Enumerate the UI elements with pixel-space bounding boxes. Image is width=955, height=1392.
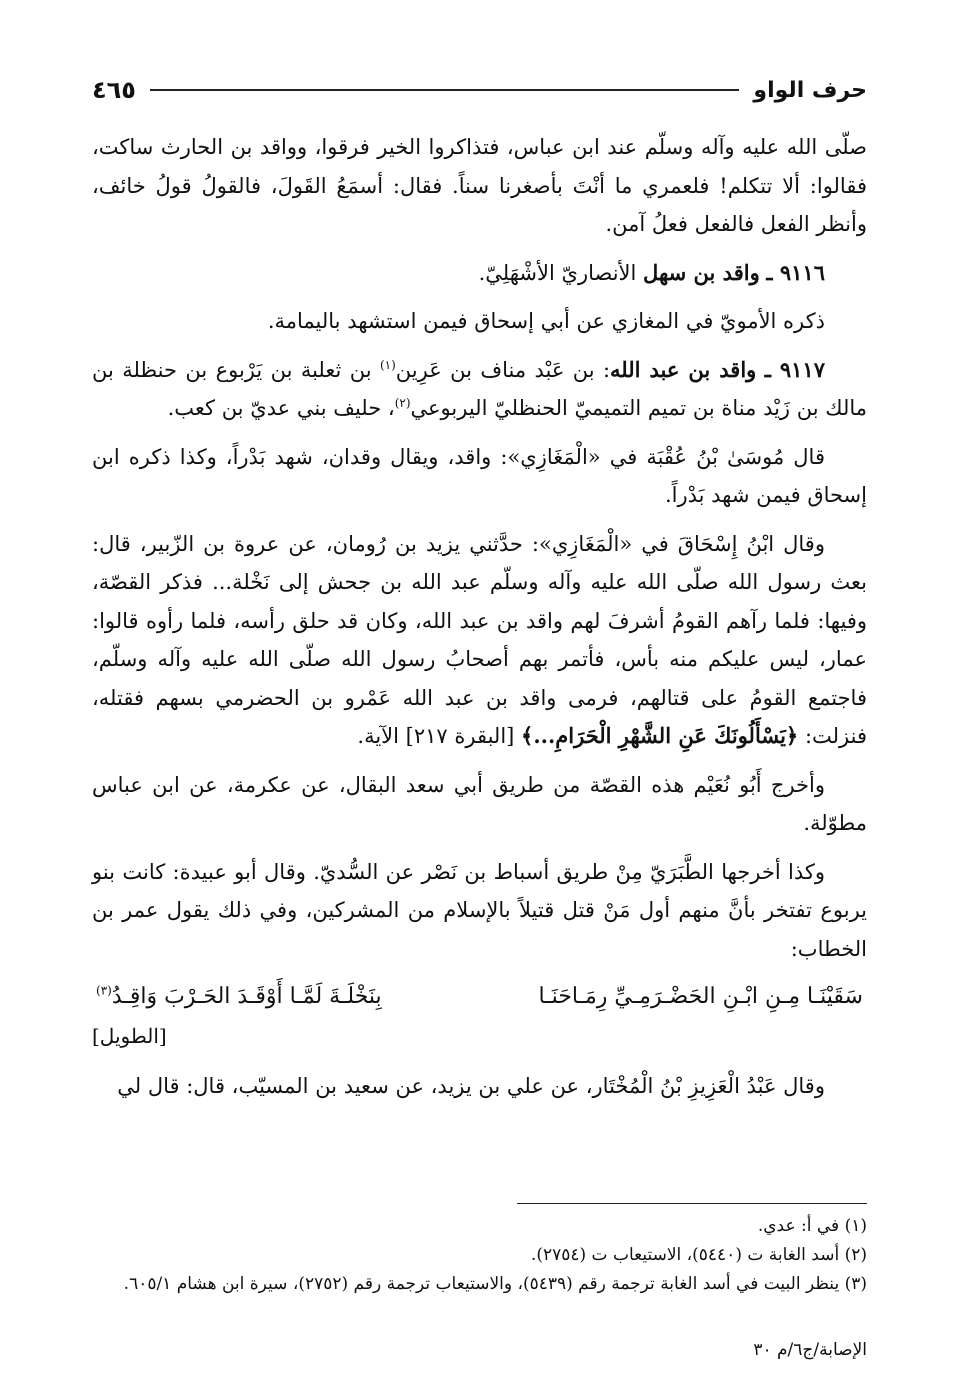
paragraph: وكذا أخرجها الطَّبَرَيّ مِنْ طريق أسباط بن نَصْر عن السُّديّ. وقال أبو عبيدة: كانت بنو يربوع تفتخر بأنَّ منهم أول مَنْ قتل قتيلاً بالإسلام من المشركين، وفي ذلك يقول عمر بن الخطاب:: [92, 859, 867, 961]
paragraph: قال مُوسَىٰ بْنُ عُقْبَة في «الْمَغَازِي»: واقد، ويقال وقدان، شهد بَدْراً، وكذا ذكره ابن إسحاق فيمن شهد بَدْراً.: [92, 444, 867, 507]
poem-verse: [92, 978, 867, 1017]
footnote-ref: (١): [379, 357, 396, 372]
chapter-title: حرف الواو: [753, 77, 867, 103]
poem-meter: [الطويل]: [92, 1023, 167, 1048]
entry-9117: [92, 351, 867, 428]
entry-number: ٩١١٧ ـ: [764, 356, 825, 382]
footnote-ref: (٣): [96, 983, 112, 998]
entry-lineage: الأنصاريّ الأشْهَلِيّ.: [478, 260, 637, 285]
footnote: (١) في أ: عدي.: [757, 1216, 867, 1236]
footnote: (٢) أسد الغابة ت (٥٤٤٠)، الاستيعاب ت (٢٧٥٤).: [530, 1245, 867, 1265]
footnote-divider: [517, 1203, 867, 1204]
paragraph: ذكره الأمويّ في المغازي عن أبي إسحاق فيمن استشهد باليمامة.: [267, 309, 825, 333]
paragraph-ibn-ishaq: [92, 525, 867, 756]
verse-reference: [البقرة ٢١٧] الآية.: [357, 724, 522, 748]
entry-9116: [92, 254, 867, 293]
running-header: [92, 70, 867, 110]
footnotes: [92, 1212, 867, 1299]
entry-lineage-end: ، حليف بني عديّ بن كعب.: [167, 396, 395, 420]
footnote-ref: (٢): [394, 396, 411, 410]
page-number: ٤٦٥: [92, 76, 136, 104]
paragraph-continuation: صلّى الله عليه وآله وسلّم عند ابن عباس، فتذاكروا الخير فرقوا، وواقد بن الحارث ساكت، فقالوا: ألا تتكلم! فلعمري ما أنْتَ بأصغرنا سناً. فقال: أسمَعُ القَولَ، فالقولُ قولُ خائف، وأنظر الفعل فالفعل فعلُ آمن.: [92, 135, 867, 236]
paragraph: وأخرج أَبُو نُعَيْم هذه القصّة من طريق أبي سعد البقال، عن عكرمة، عن ابن عباس مطوّلة.: [92, 772, 867, 835]
entry-name: واقد بن عبد الله: [610, 356, 757, 382]
paragraph: وقال عَبْدُ الْعَزِيزِ بْنُ الْمُخْتَار، عن علي بن يزيد، عن سعيد بن المسيّب، قال: قال لي: [117, 1074, 825, 1098]
quran-verse: ﴿يَسْأَلُونَكَ عَنِ الشَّهْرِ الْحَرَامِ...﴾: [521, 723, 799, 748]
paragraph-text: وقال ابْنُ إِسْحَاقَ في «الْمَغَازِي»: حدَّثني يزيد بن رُومان، عن عروة بن الزّبير، قال: بعث رسول الله صلّى الله عليه وآله وسلّم عبد الله بن جحش إلى نَخْلة... فذكر القصّة، وفيها: فلما رآهم القومُ أشرفَ لهم واقد بن عبد الله، وكان قد حلق رأسه، فلما رأوه قالوا: عمار، ليس عليكم منه بأس، فأتمر بهم أصحابُ رسول الله صلّى الله عليه وآله وسلّم، فاجتمع القومُ على قتالهم، فرمى واقد بن عبد الله عَمْرو بن الحضرمي بسهم فقتله، فنزلت:: [92, 531, 867, 748]
entry-name: واقد بن سهل: [643, 259, 760, 285]
signature-mark: الإصابة/ج٦/م ٣٠: [753, 1340, 867, 1360]
footnote: (٣) ينظر البيت في أسد الغابة ترجمة رقم (٥٤٣٩)، والاستيعاب ترجمة رقم (٢٧٥٢)، سيرة ابن هشام ٦٠٥/١.: [123, 1274, 867, 1294]
entry-lineage-cont: بن ثعلبة بن يَرْبوع بن حنظلة بن مالك بن زَيْد مناة بن تميم التميميّ الحنظليّ اليربوعي: [92, 357, 867, 420]
entry-number: ٩١١٦ ـ: [766, 259, 825, 285]
main-text: [92, 128, 867, 1116]
poem-first-hemistich: سَقَيْنَـا مِـنِ ابْـنِ الحَضْـرَمِـيِّ رِمَـاحَنَـا: [538, 984, 863, 1009]
poem-second-text: بِنَخْلَـةَ لَمَّـا أَوْقَـدَ الحَـرْبَ وَاقِـدُ: [111, 984, 382, 1009]
header-rule: [150, 89, 739, 91]
poem-second-hemistich: [96, 978, 382, 1017]
entry-lineage: : بن عَبْد مناف بن عَرِين: [395, 357, 611, 382]
